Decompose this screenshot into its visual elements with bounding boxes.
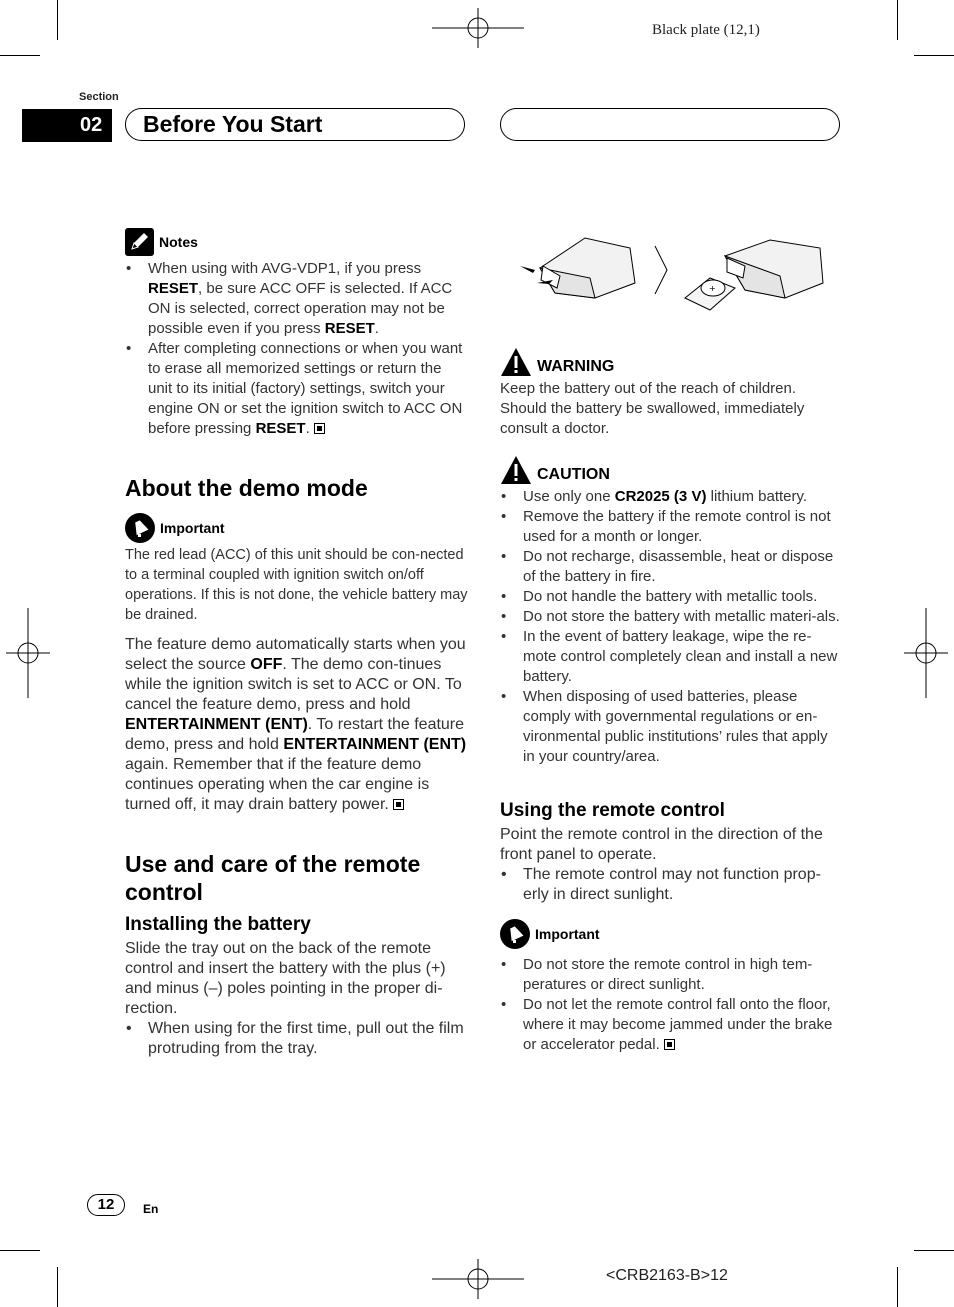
using-list bbox=[500, 865, 843, 905]
page-number: 12 bbox=[87, 1194, 125, 1216]
registration-mark bbox=[432, 1259, 524, 1299]
important-text: The red lead (ACC) of this unit should be con-nected to a terminal coupled with ignition switch on/off operations. If this is not done, the vehicle battery may be drained. bbox=[125, 547, 468, 623]
important-header bbox=[125, 514, 468, 542]
language-label: En bbox=[143, 1202, 159, 1216]
important-title: Important bbox=[160, 520, 225, 536]
caution-title: CAUTION bbox=[537, 466, 610, 483]
crop-mark bbox=[0, 55, 40, 56]
list-item: • When using with AVG-VDP1, if you press RESET, be sure ACC OFF is selected. If ACC ON is selected, correct operation may not be possible even if you press RESET. bbox=[125, 259, 468, 339]
pencil-note-icon bbox=[125, 228, 154, 256]
important-icon bbox=[125, 513, 155, 543]
list-item: • After completing connections or when you want to erase all memorized settings or return the unit to its initial (factory) settings, switch your engine ON or set the ignition switch to ACC ON before pressing RESET. bbox=[125, 339, 468, 439]
caution-header bbox=[500, 453, 843, 485]
crop-mark bbox=[57, 0, 58, 40]
section-number: 02 bbox=[22, 109, 112, 142]
list-item: • Use only one CR2025 (3 V) lithium battery. bbox=[500, 487, 843, 507]
using-important-header bbox=[500, 919, 843, 949]
crop-mark bbox=[897, 0, 898, 40]
registration-mark bbox=[6, 608, 50, 698]
crop-mark bbox=[57, 1267, 58, 1307]
crop-mark bbox=[897, 1267, 898, 1307]
right-column bbox=[500, 345, 843, 1055]
section-title: Before You Start bbox=[143, 111, 323, 137]
end-mark-icon bbox=[664, 1039, 675, 1050]
list-item: • Remove the battery if the remote control is not used for a month or longer. bbox=[500, 507, 843, 547]
warning-header bbox=[500, 345, 843, 377]
list-item: • Do not recharge, disassemble, heat or dispose of the battery in fire. bbox=[500, 547, 843, 587]
warning-title: WARNING bbox=[537, 358, 615, 375]
demo-body: The feature demo automatically starts when you select the source OFF. The demo con-tinues while the ignition switch is set to ACC or ON. To cancel the feature demo, press and hold ENTERTAINMENT (ENT). To restart the feature demo, press and hold ENTERTAINMENT (ENT) again. Remember that if the feature demo continues operating when the car engine is turned off, it may drain battery power. bbox=[125, 636, 467, 813]
list-item: • When disposing of used batteries, please comply with governmental regulations or en-vironmental public institutions’ rules that apply in your country/area. bbox=[500, 687, 843, 767]
using-important-list bbox=[500, 955, 843, 1055]
notes-list bbox=[125, 259, 468, 439]
list-item: • In the event of battery leakage, wipe the re-mote control completely clean and install a new battery. bbox=[500, 627, 843, 687]
notes-header bbox=[125, 228, 468, 256]
end-mark-icon bbox=[393, 799, 404, 810]
section-title-box bbox=[125, 108, 465, 141]
battery-list bbox=[125, 1019, 468, 1059]
using-heading: Using the remote control bbox=[500, 800, 725, 821]
crop-mark bbox=[0, 1250, 40, 1251]
list-item: • Do not let the remote control fall onto the floor, where it may become jammed under the brake or accelerator pedal. bbox=[500, 995, 843, 1055]
registration-mark bbox=[904, 608, 948, 698]
remote-heading: Use and care of the remote control bbox=[125, 851, 421, 905]
list-item: • When using for the first time, pull out the film protruding from the tray. bbox=[125, 1019, 468, 1059]
document-code: <CRB2163-B>12 bbox=[606, 1267, 728, 1284]
notes-title: Notes bbox=[159, 234, 198, 250]
blank-header-box bbox=[500, 108, 840, 141]
crop-mark bbox=[914, 1250, 954, 1251]
section-label: Section bbox=[79, 91, 119, 103]
warning-icon bbox=[500, 347, 532, 377]
battery-text: Slide the tray out on the back of the remote control and insert the battery with the plus (+) and minus (–) poles pointing in the proper di-rection. bbox=[125, 940, 446, 1017]
list-item: • The remote control may not function prop-erly in direct sunlight. bbox=[500, 865, 843, 905]
caution-list bbox=[500, 487, 843, 767]
important-icon bbox=[500, 919, 530, 949]
left-column bbox=[125, 228, 468, 1059]
list-item: • Do not store the battery with metallic materi-als. bbox=[500, 607, 843, 627]
important-title: Important bbox=[535, 926, 600, 942]
registration-mark bbox=[432, 8, 524, 48]
svg-text:+: + bbox=[709, 284, 716, 293]
warning-text: Keep the battery out of the reach of children. Should the battery be swallowed, immediately consult a doctor. bbox=[500, 380, 805, 437]
list-item: • Do not store the remote control in high tem-peratures or direct sunlight. bbox=[500, 955, 843, 995]
caution-icon bbox=[500, 455, 532, 485]
crop-mark bbox=[914, 55, 954, 56]
battery-heading: Installing the battery bbox=[125, 914, 311, 935]
using-text: Point the remote control in the direction of the front panel to operate. bbox=[500, 826, 823, 863]
list-item: • Do not handle the battery with metallic tools. bbox=[500, 587, 843, 607]
battery-installation-illustration bbox=[505, 228, 830, 316]
plate-label: Black plate (12,1) bbox=[652, 22, 760, 38]
demo-heading: About the demo mode bbox=[125, 475, 368, 501]
end-mark-icon bbox=[314, 423, 325, 434]
